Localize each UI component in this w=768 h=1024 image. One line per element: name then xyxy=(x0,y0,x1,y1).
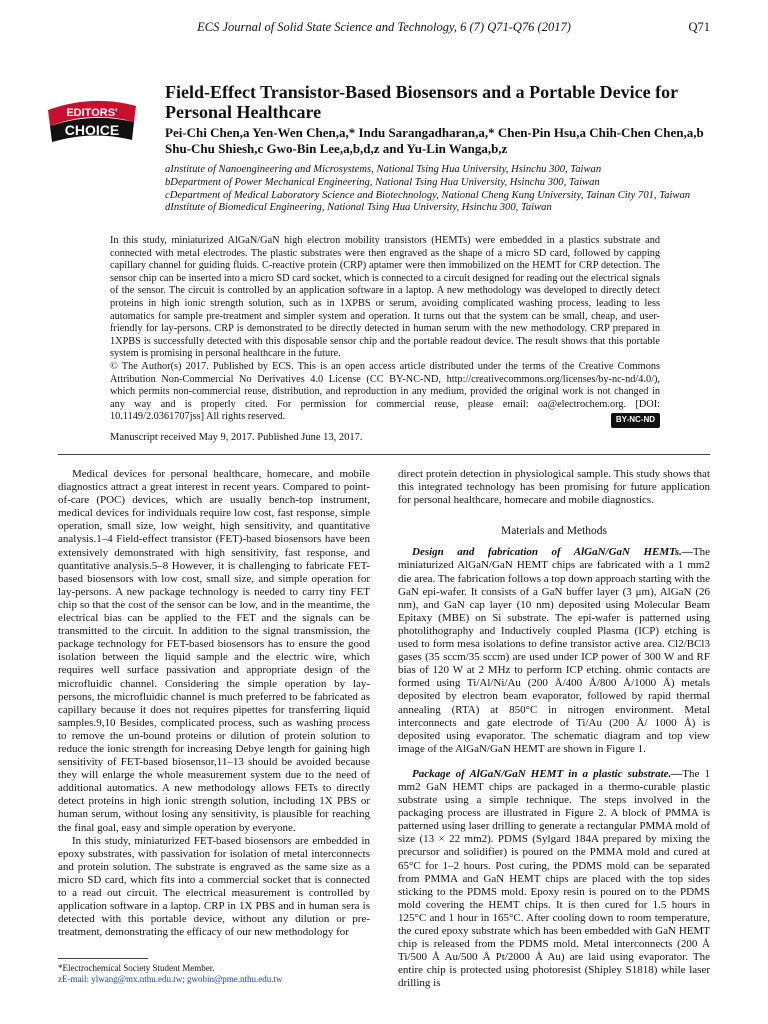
editors-choice-badge xyxy=(46,92,138,142)
journal-header: ECS Journal of Solid State Science and Technology, 6 (7) Q71-Q76 (2017) xyxy=(197,20,571,34)
footnote-member: *Electrochemical Society Student Member. xyxy=(58,963,215,973)
footnote-divider xyxy=(58,958,148,959)
page-number: Q71 xyxy=(688,20,710,34)
author-list: Pei-Chi Chen,a Yen-Wen Chen,a,* Indu Sarangadharan,a,* Chen-Pin Hsu,a Chih-Chen Chen,a,b Shu-Chu Shiesh,c Gwo-Bin Lee,a,b,d,z and Yu-Lin Wanga,b,z xyxy=(165,125,704,156)
affiliations xyxy=(165,164,725,215)
intro-end: direct protein detection in physiological sample. This study shows that this integrated technology has been promising for future application for personal healthcare, homecare and mobile diagnostics. xyxy=(398,468,710,507)
affiliation-a: aInstitute of Nanoengineering and Microsystems, National Tsing Hua University, Hsinchu 300, Taiwan xyxy=(165,164,602,175)
badge-line2: CHOICE xyxy=(64,122,120,138)
left-column xyxy=(58,468,370,939)
affiliation-d: dInstitute of Biomedical Engineering, National Tsing Hua University, Hsinchu 300, Taiwan xyxy=(165,202,552,214)
section-heading: Materials and Methods xyxy=(500,525,608,538)
abstract-block xyxy=(110,235,660,428)
subsection-1-title: Design and fabrication of AlGaN/GaN HEMTs.— xyxy=(412,546,693,559)
paper-title: Field-Effect Transistor-Based Biosensors and a Portable Device for Personal Healthcare xyxy=(165,82,678,122)
subsection-2-title: Package of AlGaN/GaN HEMT in a plastic substrate.— xyxy=(412,767,683,780)
right-column xyxy=(398,468,710,990)
divider xyxy=(58,454,710,455)
affiliation-b: bDepartment of Power Mechanical Engineering, National Tsing Hua University, Hsinchu 300, Taiwan xyxy=(165,176,600,188)
badge-line1: EDITORS' xyxy=(66,107,118,119)
subsection-2: Package of AlGaN/GaN HEMT in a plastic substrate.—The 1 mm2 GaN HEMT chips are packaged in a thermo-curable plastic substrate using a simple technique. The steps involved in the packaging process are illustrated in Figure 2. A block of PMMA is patterned using laser drilling to generate a rectangular PMMA mold of size (13 × 22 mm2). PDMS (Sylgard 184A prepared by mixing the precursor and solidifier) is poured on the PMMA mold and cured at 65°C for 1–2 hours. Post curing, the PDMS mold can be separated from PMMA and GaN HEMT chips are placed with the top sides sticking to the PDMS mold. Epoxy resin is poured on to the PDMS mold covering the HEMT chips. It is then cured for 1.5 hours in 125°C and 1 hour in 165°C. After cooling down to room temperature, the cured epoxy substrate which has been embedded with GaN HEMT chip is released from the PDMS mold. Metal interconnects (200 Å Ti/500 Å Au/500 Å Pt/2000 Å Au) are laid using evaporator. The entire chip is protected using photoresist (Shipley S1818) while laser drilling is xyxy=(398,767,710,990)
footnote-email[interactable]: zE-mail: ylwang@mx.nthu.edu.tw; gwobin@pme.nthu.edu.tw xyxy=(58,974,283,984)
manuscript-dates: Manuscript received May 9, 2017. Published June 13, 2017. xyxy=(110,432,363,443)
intro-paragraph-2: In this study, miniaturized FET-based biosensors are embedded in epoxy substrates, with passivation for isolation of metal interconnects and protein solution. The substrate is engraved as the same size as a micro SD card, which fits into a commercial socket that is connected to a read out circuit. The electrical measurement is controlled by application software in a laptop. CRP in 1X PBS and in human sera is detected with this portable device, without any dilution or pre-treatment, demonstrating the efficacy of our new methodology for xyxy=(58,834,370,939)
abstract-text: In this study, miniaturized AlGaN/GaN high electron mobility transistors (HEMTs) were embedded in a plastics substrate and connected with metal electrodes. The plastic substrates were then engraved as the shape of a micro SD card, followed by capping capillary channel for guiding fluids. C-reactive protein (CRP) aptamer were then immobilized on the HEMT for CRP detection. The sensor chip can be inserted into a micro SD card socket, which is connected to a circuit designed for reading out the electrical signals of the sensor. The circuit is controlled by an application software in a laptop. A new methodology was developed to directly detect proteins in high ionic strength solution, such as in 1XPBS or serum, avoiding complicated washing process, leading to less automatics for sample pre-treatment and simpler system and operation. It turns out that the system can be small, cheap, and user-friendly for lay-persons. CRP is demonstrated to be directly detected in human serum with the new methodology. CRP prepared in 1XPBS is successfully detected with this disposable sensor chip and the portable readout device. The result shows that this portable system is promising in personal healthcare in the future. xyxy=(110,235,660,360)
subsection-1: Design and fabrication of AlGaN/GaN HEMTs.—The miniaturized AlGaN/GaN HEMT chips are fabricated with a 1 mm2 die area. The fabrication follows a top down approach starting with the GaN epi-wafer. It consists of a GaN buffer layer (3 μm), AlGaN (26 nm), and GaN cap layer (10 nm) deposited using Molecular Beam Epitaxy (MBE) on Si substrate. The epi-wafer is patterned using photolithography and Inductively coupled Plasma (ICP) etching is used to form mesa isolations to define transistor active area. Cl2/BCl3 gases (35 sccm/35 sccm) are used under ICP power of 300 W and RF bias of 120 W at 2 MHz to perform ICP etching. ohmic contacts are formed using Ti/Al/Ni/Au (200 Å/400 Å/800 Å/1000 Å) metals deposited by electron beam evaporator, followed by rapid thermal annealing (RTA) at 850°C in nitrogen environment. Metal interconnects and gate electrode of Ti/Au (200 Å/ 1000 Å) is deposited using evaporator. The schematic diagram and top view image of the AlGaN/GaN HEMT are shown in Figure 1. xyxy=(398,546,710,755)
cc-license-badge[interactable]: BY-NC-ND xyxy=(611,413,660,428)
intro-paragraph-1: Medical devices for personal healthcare, homecare, and mobile diagnostics attract a great interest in recent years. Compared to point-of-care (POC) devices, which are usually bench-top instrument, medical devices for individuals require low cost, fast response, simple operation, small size, low weight, high sensitivity, and quantitative analysis.1–4 Field-effect transistor (FET)-based biosensors have been extensively demonstrated with high sensitivity, fast response, and quantitative analysis.5–8 However, it is challenging to fabricate FET-based biosensors with low cost, small size, and simple operation for lay-persons. A new package technology is needed to carry tiny FET chip so that the cost of the sensor can be low, and in the meantime, the electrical bias can be applied to the FET and the signals can be transmitted to the circuit. In addition to the signal transmission, the package technology for FET-based biosensors has to ensure the good isolation between the liquid sample and the electric wire, which requires well surface passivation and appropriate design of the microfluidic channel. Considering the simple operation by lay-persons, the microfluidic channel is much preferred to be fabricated as capillary because it does not requires pipettes for transferring liquid samples.9,10 Besides, complicated process, such as washing process to remove the un-bound proteins or dilution of protein solution to reduce the ionic strength for increasing Debye length for gaining high sensitivity of FET-based biosensor,11–13 should be avoided because they will enlarge the whole measurement system due to the need of additional automatics. A new methodology allows FETs to directly detect proteins in high ionic strength solution, including 1X PBS or human serum, without losing any sensitivity, is plausible for reaching the final goal, easy and simple operation by everyone. xyxy=(58,468,370,834)
affiliation-c: cDepartment of Medical Laboratory Science and Biotechnology, National Cheng Kung University, Tainan City 701, Taiwan xyxy=(165,189,691,201)
license-text: © The Author(s) 2017. Published by ECS. This is an open access article distributed under the terms of the Creative Commons Attribution Non-Commercial No Derivatives 4.0 License (CC BY-NC-ND, http://creativecommons.org/licenses/by-nc-nd/4.0/), which permits non-commercial reuse, distribution, and reproduction in any medium, provided the original work is not changed in any way and is properly cited. For permission for commercial reuse, please email: oa@electrochem.org. [DOI: 10.1149/2.0361707jss] All rights reserved. BY-NC-ND xyxy=(110,361,660,424)
footnotes xyxy=(58,963,283,985)
